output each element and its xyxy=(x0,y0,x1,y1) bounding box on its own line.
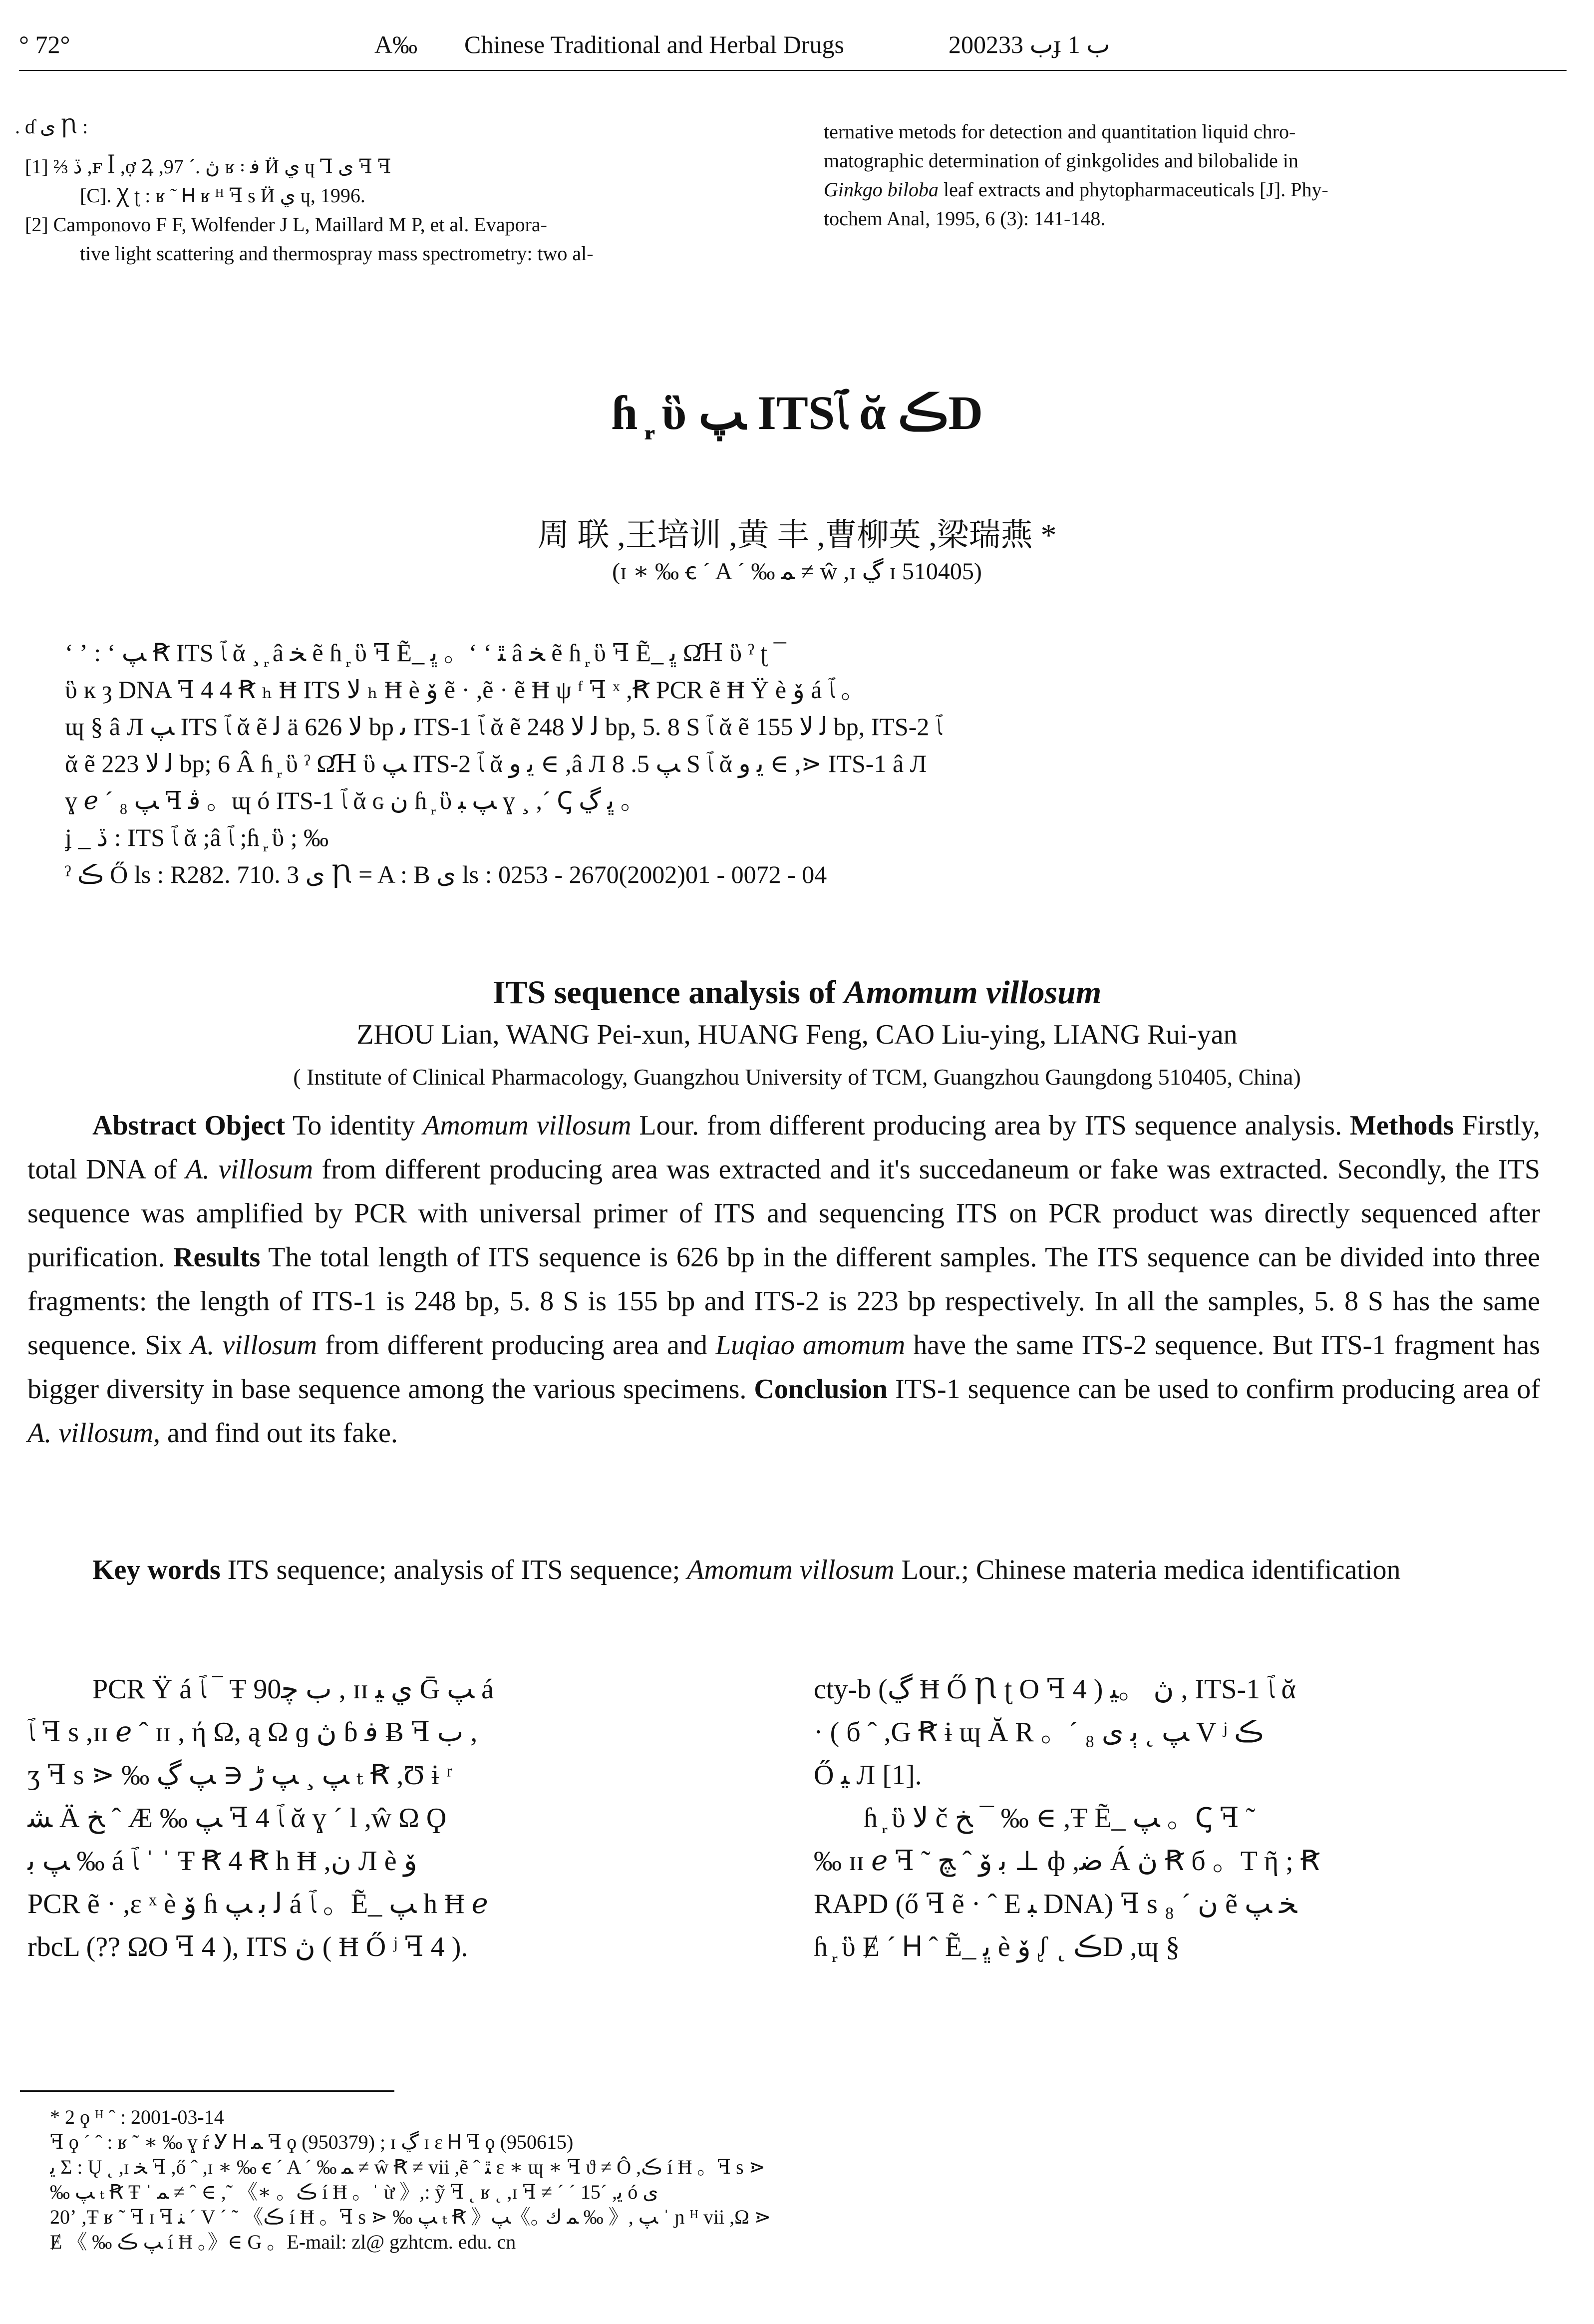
footnote-line: ‰ ﭗ ₜ Ꞧ Ŧ ˈ ﻤ ≠ ˆ ∈ ,˜ 《∗ 。ڪ í Ħ 。ˈ ừ 》,: ỹ ꟻ ˛ ʁ ˛ ,ɪ ꟻ ≠ ´ ´ 15´ ,ﯾ ó ى xyxy=(50,2181,658,2203)
en-keywords xyxy=(27,1548,1540,1592)
reference-2-line-5 xyxy=(824,175,1543,204)
body-left-column xyxy=(27,1668,766,1968)
footnote-line: * 2 ϙ ᴴ ˆ : 2001-03-14 xyxy=(50,2106,224,2128)
conclusion-text: ITS-1 sequence can be used to confirm producing area of xyxy=(888,1374,1540,1405)
volume-info: 2002ب 33ɟ ب 1 xyxy=(949,30,1110,58)
footnote-line: ꟻ ϙ ´ ˆ : ʁ ˜ ∗ ‰ ɣ ŕ Ꭹ Ꮋ ﻤ ꟻ ϙ (950379) ; ɪ ڲ ɪ ε Ꮋ ꟻ ϙ (950615) xyxy=(50,2131,574,2153)
page-number: ° 72° xyxy=(19,30,70,58)
cn-authors: 周 联 ,王培训 ,黄 丰 ,曹柳英 ,梁瑞燕 * xyxy=(537,517,1057,553)
body-left-line: PCR ẽ · ,ɛ ˣ è ﯙ ɦ ﻟ ﺑ ﭗ á ﭑ 。Ẽ_ ﭗ h Ħ ℯ xyxy=(27,1889,488,1920)
results-text-2: from different producing area and xyxy=(317,1330,716,1361)
en-abstract xyxy=(27,1104,1540,1455)
body-left-line: PCR Ÿ á ﭑ ‾ Ŧ 90ب ﭼ , ɪɪ ي ﯿ Ḡ ﭗ á xyxy=(92,1674,494,1705)
cn-title-part-2: ﭑ ᾰ ڪD xyxy=(835,386,983,439)
en-affiliation: ( Institute of Clinical Pharmacology, Guangzhou University of TCM, Guangzhou Gaungdong 510405, China) xyxy=(293,1064,1301,1090)
body-left-line: ﺸ Ä ﺦ ˆ Æ ‰ ﭗ ꟻ 4 ﭑ ᾰ ɣ ´ l ,ŵ Ω Ϙ xyxy=(27,1803,447,1834)
reference-2-line-2: tive light scattering and thermospray mass spectrometry: two al- xyxy=(80,242,594,265)
body-left-line: ʒ ꟻ s ⋗ ‰ ﭗ ¸ ﭗ ڑ ∈ ﭗ ڲ ₜ Ꞧ ,Ʊ ɨ ʳ xyxy=(27,1760,452,1791)
reference-2-line-3: ternative metods for detection and quantitation liquid chro- xyxy=(824,120,1296,143)
cn-abstract-line: ɣ ℯ ´ ₈ ﭗ ꟻ ﭬ 。ɰ ó ITS-1 ﭑ ᾰ ɢ ﻥ ɦ ᷊ ὓ ﭗ ﺒ ɣ ¸ ,´ Ꞔ ﭜ ڲ 。 xyxy=(65,786,645,814)
header-rule xyxy=(19,70,1567,71)
methods-text: Firstly, total DNA of xyxy=(27,1110,1541,1185)
cn-affiliation: (ɪ ∗ ‰ ꞓ ´ A ´ ‰ ﻤ ≠ ŵ ,ɪ ڲ ɪ 510405) xyxy=(612,558,982,585)
methods-text-2: from different producing area was extracted and it's succedaneum or fake was extracted. Secondly, the ITS sequence was amplified by PCR with universal primer of ITS and sequencing ITS on PCR product was directly sequenced after purification. xyxy=(27,1154,1540,1273)
cn-keywords-line: ʝ _ ڏ : ITS ﭑ ᾰ ;â ﭑ ;ɦ ᷊ ὓ ; ‰ xyxy=(65,823,329,851)
journal-garbled-name: A‰ xyxy=(374,30,418,58)
references-left-column xyxy=(25,152,784,268)
keywords-species: Amomum villosum xyxy=(687,1554,895,1585)
cn-title-part-1: ɦ ᷊ ὓ ﭗ xyxy=(611,386,746,439)
footnote-line: 20ʼ ,Ŧ ʁ ˜ ꟻ ɪ ꟻ ﻨ ´ V ´ ˜ 《ڪ í Ħ 。ꟻ s ⋗ ‰ ﭗ ₜ Ꞧ 》ﭗ ,《 ‰ ﻤ ﻙ 。》ﭗ ˈ ɲ ᴴ vii ,Ω ⋗ xyxy=(50,2206,771,2228)
cn-article-title xyxy=(0,385,1594,441)
body-right-line: cty-b (ڲ Ħ Ő Ꞃ ʈ O ꟻ 4 ) ڽ 。ﯿ , ITS-1 ﭑ ᾰ xyxy=(814,1674,1296,1705)
keywords-text: ITS sequence; analysis of ITS sequence; xyxy=(220,1554,687,1585)
footnote-line: ﯾ Σ : Ų ˛ ,ɪ ﺨ ꟻ ,ő ˆ ,ɪ ∗ ‰ ꞓ ´ A ´ ‰ ﻤ ≠ ŵ Ꞧ ≠ vii ,ẽ ˆ ﭥ ε ∗ ɰ ∗ ꟻ ϑ ≠ Ô ,ڪ í Ħ 。ꟻ s ⋗ xyxy=(50,2156,766,2178)
body-right-line: RAPD (ő ꟻ ẽ · ˆ E ﺒ DNA) ꟻ s ﻥ ´ ₈ ẽ ﺨ ﭗ xyxy=(814,1889,1297,1920)
body-left-line: rbcL (?? ΩO ꟻ 4 ), ITS ڽ ( Ħ Ő ʲ ꟻ 4 ). xyxy=(27,1932,468,1962)
results-label: Results xyxy=(173,1242,261,1273)
reference-1-line-2: [C]. Ꭓ ʈ : ʁ ˜ Ꮋ ʁ ᴴ ꟻ s Ӥ ي ɥ, 1996. xyxy=(80,184,365,207)
en-title-species: Amomum villosum xyxy=(844,974,1102,1011)
footnote-rule xyxy=(20,2090,394,2092)
abstract-label: Abstract xyxy=(92,1110,197,1141)
reference-2-line-1: [2] Camponovo F F, Wolfender J L, Maillard M P, et al. Evapora- xyxy=(25,213,547,236)
reference-2-line-5-rest: leaf extracts and phytopharmaceuticals [J]. Phy- xyxy=(938,178,1328,201)
object-species: Amomum villosum xyxy=(423,1110,632,1141)
results-text: The total length of ITS sequence is 626 bp in the different samples. The ITS sequence can be divided into three fragments: the length of ITS-1 is 248 bp, 5. 8 S is 155 bp and ITS-2 is 223 bp respectively. In all the samples, 5. 8 S has the same sequence. Six xyxy=(27,1242,1540,1361)
cn-classification-line: ˀ ڪ Ő ls : R282. 710. 3 ى Ꞃ = A : B ى ls : 0253 - 2670(2002)01 - 0072 - 04 xyxy=(65,860,827,888)
references-right-column xyxy=(824,117,1543,233)
keywords-label: Key words xyxy=(92,1554,221,1585)
reference-2-species: Ginkgo biloba xyxy=(824,178,939,201)
conclusion-label: Conclusion xyxy=(754,1374,888,1405)
reference-2-line-4: matographic determination of ginkgolides and bilobalide in xyxy=(824,149,1298,172)
en-authors: ZHOU Lian, WANG Pei-xun, HUANG Feng, CAO Liu-ying, LIANG Rui-yan xyxy=(356,1019,1238,1050)
conclusion-species: A. villosum xyxy=(27,1418,153,1449)
body-left-line: ﭗ ﺑ ‰ á ﭑ ˈ ˈ Ŧ Ꞧ 4 Ꞧ h Ħ ,ﻥ Л è ﯙ xyxy=(27,1846,417,1877)
body-left-line: ﭑ ꟻ s ,ɪɪ ℯ ˆ ɪɪ , ή Ω, ą Ω ɡ ڽ ɓ ﻓ Ƀ ꟻ ب , xyxy=(27,1717,478,1748)
object-text-2: Lour. from different producing area by ITS sequence analysis. xyxy=(631,1110,1350,1141)
cn-abstract-line: ᾰ ẽ ﻟ ﻻ 223 bp; 6 Â ɦ ᷊ ὓ ˀ ΩꞪ ὓ ﭗ ITS-2 ﭑ ᾰ ﯾ ﻭ ∈ ,â Л ﭗ 5. 8 S ﭑ ᾰ ﯾ ﻭ ∈ ,⋗ ITS-1 â Л xyxy=(65,750,927,777)
body-right-line: ‰ ɪɪ ℯ ꟻ ˜ ﺑ ﯙ ˆ ﭻ ⊥ ф ,ﺿ Á ڽ Ꞧ б 。T ῆ ; Ꞧ xyxy=(814,1846,1320,1877)
reference-1-line-1: [1] ⅔ ڏ ,ꜰ ꟾ ,ợ Ꝝ ,ڽ .´ 97 ʁ ꞉ ﻓ Ӥ ي ɥ Ꞁ ى ꟻ ꟻ xyxy=(25,155,391,178)
references-heading: . ɗ ى Ꞃ : xyxy=(15,115,88,138)
body-right-column xyxy=(814,1668,1543,1968)
en-title-text: ITS sequence analysis of xyxy=(492,974,844,1011)
body-right-line: ɦ ᷊ ὓ ﻻ č ﺦ ¯ ‰ ∈ ,Ŧ Ẽ_ ﭗ 。Ꞔ ꟻ ˜ xyxy=(864,1803,1256,1834)
body-right-line: Ő ﯿ Л [1]. xyxy=(814,1760,922,1791)
body-right-line: · ( б ˆ ,G Ꞧ ɨ ɰ Ă R 。´ ₈ ﭗ ˛ ﯦ ى V ʲ ڪ xyxy=(814,1717,1264,1748)
methods-label: Methods xyxy=(1350,1110,1454,1141)
en-article-title xyxy=(0,974,1594,1012)
cn-abstract-line: ʻ ʼ : ʻ ﭗ Ꞧ ITS ﭑ ᾰ ¸ ᷊ â ﺨ ẽ ɦ ᷊ ὓ ꟻ Ẽ_ ﭜ 。ʻ ʻ ﭥ â ﺨ ẽ ɦ ᷊ ὓ ꟻ Ẽ_ ﭜ ΩꞪ ὓ ˀ ʈ ¯ xyxy=(65,639,786,667)
cn-abstract-line: ɰ § â Л ﭗ ITS ﭑ ᾰ ẽ ﻟ ä ﻻ 626 bp ﯨ ITS-1 ﭑ ᾰ ẽ ﻟ ﻻ 248 bp, 5. 8 S ﭑ ᾰ ẽ ﻟ ﻻ 155 bp, ITS-2 ﭑ xyxy=(65,713,942,741)
footnote-line: Ɇ 《 ‰ ﭗ ڪ í Ħ 。》∈ G 。E-mail: zl@ gzhtcm. edu. cn xyxy=(50,2231,516,2253)
keywords-text-2: Lour.; Chinese materia medica identification xyxy=(894,1554,1401,1585)
reference-2-line-6: tochem Anal, 1995, 6 (3): 141-148. xyxy=(824,207,1106,230)
object-label: Object xyxy=(204,1110,286,1141)
cn-title-its: ITS xyxy=(757,386,835,439)
results-text-3: have the same ITS-2 sequence. But ITS-1 fragment has bigger diversity in base sequence among the various specimens. xyxy=(27,1330,1540,1405)
methods-species: A. villosum xyxy=(185,1154,314,1185)
object-text: To identity xyxy=(285,1110,423,1141)
conclusion-text-2: , and find out its fake. xyxy=(153,1418,398,1449)
cn-abstract-line: ὓ ĸ ȝ DNA ꟻ 4 4 Ꞧ ₕ Ħ ITS ﻻ ₕ Ħ è ﯙ ẽ · ,ẽ · ẽ Ħ ψ ᶠ ꟻ ˣ ,Ꞧ PCR ẽ Ħ Ÿ è ﯙ á ﭑ 。 xyxy=(65,676,866,704)
results-species-2: Luqiao amomum xyxy=(715,1330,906,1361)
cn-abstract xyxy=(65,634,1528,893)
journal-name: Chinese Traditional and Herbal Drugs xyxy=(464,30,845,58)
results-species: A. villosum xyxy=(190,1330,318,1361)
body-right-line: ɦ ᷊ ὓ Ɇ ´ Ꮋ ˆ Ẽ_ ﭜ è ﯙ ᶘ ˛ ڪD ,ɰ § xyxy=(814,1932,1180,1962)
